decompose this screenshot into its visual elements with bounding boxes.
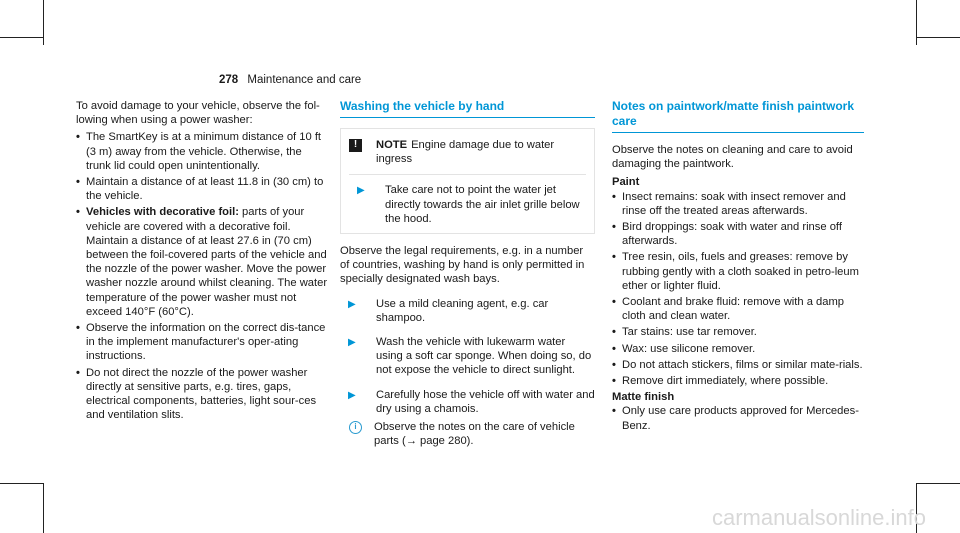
paint-list bbox=[612, 190, 864, 389]
list-item: • Insect remains: soak with insect remover and rinse off the treated areas afterwards. bbox=[612, 190, 846, 217]
crop-mark bbox=[0, 37, 44, 38]
note-heading: Engine damage due to water ingress bbox=[376, 139, 555, 166]
hand-wash-column bbox=[340, 99, 595, 448]
step-item: ▶ Use a mild cleaning agent, e.g. car shampoo. bbox=[348, 297, 549, 324]
bullet-icon: • bbox=[612, 405, 616, 418]
bullet-icon: • bbox=[76, 366, 80, 379]
list-item: • Remove dirt immediately, where possible. bbox=[612, 375, 829, 388]
list-item: • Vehicles with decorative foil: parts of your vehicle are covered with a decorative foil. Maintain a distance of at least 27.6 in (70 cm) between the foil-covered parts of the vehicle and the nozzle of the power washer. Move the power washer nozzle around whilst cleaning. The water temperature of the power washer must not exceed 140°F (60°C). bbox=[76, 206, 328, 318]
crop-mark bbox=[43, 483, 44, 533]
list-item: • Tar stains: use tar remover. bbox=[612, 326, 757, 339]
note-box bbox=[340, 128, 595, 234]
bold-lead: Vehicles with decorative foil: bbox=[86, 206, 239, 219]
page-reference-link[interactable]: Observe the notes on the care of vehicle parts (→ page 280). bbox=[374, 421, 575, 448]
list-item: • Tree resin, oils, fuels and greases: remove by rubbing gently with a cloth soaked in petro-leum ether or lighter fluid. bbox=[612, 251, 859, 292]
bullet-icon: • bbox=[76, 322, 80, 335]
list-item: • The SmartKey is at a minimum distance of 10 ft (3 m) away from the vehicle. Otherwise, the trunk lid could open unintentionally. bbox=[76, 131, 322, 172]
crop-mark bbox=[916, 0, 917, 45]
list-item: • Bird droppings: soak with water and rinse off afterwards. bbox=[612, 221, 842, 248]
bullet-icon: • bbox=[612, 190, 616, 203]
bullet-icon: • bbox=[76, 131, 80, 144]
bullet-icon: • bbox=[76, 176, 80, 189]
bullet-icon: • bbox=[612, 358, 616, 371]
bullet-icon: • bbox=[612, 326, 616, 339]
arrow-right-icon: ▶ bbox=[348, 337, 356, 349]
list-item: • Wax: use silicone remover. bbox=[612, 342, 756, 355]
crop-mark bbox=[916, 483, 960, 484]
arrow-right-icon: ▶ bbox=[357, 185, 365, 197]
step-item: ▶ Carefully hose the vehicle off with water and dry using a chamois. bbox=[348, 388, 595, 415]
section-heading: Washing the vehicle by hand bbox=[340, 99, 595, 118]
watermark: carmanualsonline.info bbox=[711, 505, 926, 530]
bullet-icon: • bbox=[612, 375, 616, 388]
matte-list bbox=[612, 404, 864, 432]
crop-mark bbox=[43, 0, 44, 45]
bullet-icon: • bbox=[612, 296, 616, 309]
crop-mark bbox=[0, 483, 44, 484]
paintwork-column bbox=[612, 99, 864, 435]
matte-subheading: Matte finish bbox=[612, 391, 675, 404]
paint-subheading: Paint bbox=[612, 176, 640, 189]
info-note bbox=[340, 420, 595, 448]
bullet-icon: • bbox=[612, 221, 616, 234]
note-step: ▶ Take care not to point the water jet directly towards the air inlet grille below the hood. bbox=[357, 184, 580, 225]
legal-text: Observe the legal requirements, e.g. in a number of countries, washing by hand is only permitted in specially designated wash bays. bbox=[340, 245, 585, 286]
arrow-right-icon: ▶ bbox=[348, 298, 356, 310]
warning-icon: ! bbox=[349, 139, 362, 152]
bullet-list bbox=[76, 130, 328, 422]
section-heading: Notes on paintwork/matte finish paintwork care bbox=[612, 99, 864, 133]
step-item: ▶ Wash the vehicle with lukewarm water using a soft car sponge. When doing so, do not expose the vehicle to direct sunlight. bbox=[348, 336, 592, 377]
list-item: • Coolant and brake fluid: remove with a damp cloth and clean water. bbox=[612, 296, 845, 323]
bullet-icon: • bbox=[612, 342, 616, 355]
list-item: • Only use care products approved for Mercedes-Benz. bbox=[612, 405, 859, 432]
list-item: • Maintain a distance of at least 11.8 in (30 cm) to the vehicle. bbox=[76, 176, 324, 203]
bullet-icon: • bbox=[612, 251, 616, 264]
power-washer-column bbox=[76, 99, 328, 424]
list-item: • Do not attach stickers, films or similar mate-rials. bbox=[612, 358, 863, 371]
section-title: Maintenance and care bbox=[247, 74, 362, 86]
list-item: • Observe the information on the correct dis-tance in the implement manufacturer's oper-ating instructions. bbox=[76, 322, 326, 363]
info-icon: i bbox=[349, 421, 362, 434]
bullet-icon: • bbox=[76, 206, 80, 219]
intro-text: To avoid damage to your vehicle, observe the fol-lowing when using a power washer: bbox=[76, 100, 320, 127]
page-number: 278 bbox=[219, 74, 239, 86]
arrow-right-icon: ▶ bbox=[348, 389, 356, 401]
note-label: NOTE bbox=[376, 139, 408, 151]
list-item: • Do not direct the nozzle of the power washer directly at sensitive parts, e.g. tires, gaps, electrical components, batteries, light sour-ces and ventilation slits. bbox=[76, 366, 317, 422]
crop-mark bbox=[916, 37, 960, 38]
page-header bbox=[219, 74, 361, 86]
intro-text: Observe the notes on cleaning and care to avoid damaging the paintwork. bbox=[612, 144, 853, 171]
note-header bbox=[349, 138, 586, 175]
